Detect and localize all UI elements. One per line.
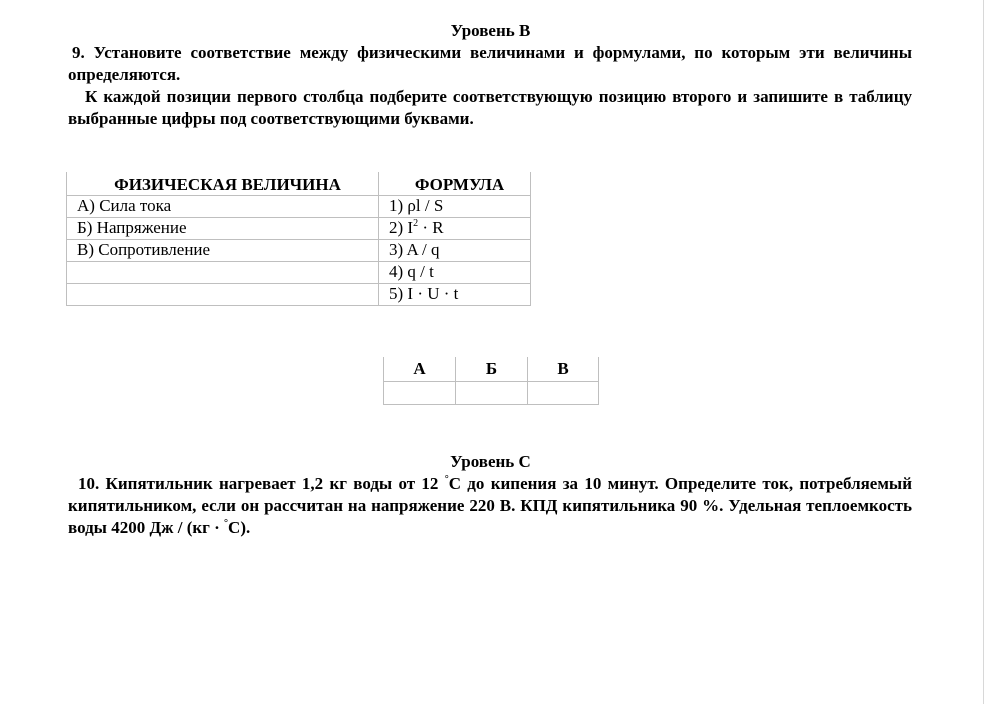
degree-sign: ° — [444, 474, 449, 485]
quantity-cell — [67, 283, 379, 305]
table-row — [67, 239, 531, 261]
table-row — [67, 283, 531, 305]
formula-exponent: 2 — [413, 218, 419, 229]
answer-cell-b — [456, 382, 528, 405]
task-10-text — [68, 473, 912, 539]
matching-table — [66, 172, 531, 306]
task-9-question: 9. Установите соответствие между физическими величинами и формулами, по которым эти величины определяются. — [68, 43, 912, 84]
quantity-cell: В) Сопротивление — [67, 239, 379, 261]
formula-cell: 1) ρl / S — [379, 195, 531, 217]
answer-cell-v — [528, 382, 599, 405]
formula-rest: · R — [418, 218, 444, 237]
level-c-heading: Уровень С — [450, 452, 531, 471]
task-9-text — [68, 42, 912, 130]
task-9-instruction: К каждой позиции первого столбца подберите соответствующую позицию второго и запишите в таблицу выбранные цифры под соответствующими буквами. — [68, 87, 912, 128]
formula-base: 2) I — [389, 218, 414, 237]
answer-cell-a — [384, 382, 456, 405]
answer-header-v: В — [528, 357, 599, 382]
task-10-problem: 10. Кипятильник нагревает 1,2 кг воды от 12 °С до кипения за 10 минут. Определите ток, потребляемый кипятильником, если он рассчитан на напряжение 220 В. КПД кипятильника 90 %. Удельная теплоемкость воды 4200 Дж / (кг · °С). — [68, 474, 912, 537]
formula-cell — [379, 217, 531, 239]
formula-cell: 4) q / t — [379, 261, 531, 283]
formula-cell: 5) I · U · t — [379, 283, 531, 305]
table-row — [67, 217, 531, 239]
level-b-heading: Уровень В — [450, 21, 531, 40]
quantity-cell: А) Сила тока — [67, 195, 379, 217]
table-row — [67, 195, 531, 217]
header-formula: ФОРМУЛА — [379, 172, 531, 195]
answer-header-a: А — [384, 357, 456, 382]
answer-header-b: Б — [456, 357, 528, 382]
quantity-cell: Б) Напряжение — [67, 217, 379, 239]
degree-sign: ° — [224, 518, 229, 529]
table-row — [67, 261, 531, 283]
formula-cell: 3) A / q — [379, 239, 531, 261]
quantity-cell — [67, 261, 379, 283]
page-edge — [983, 0, 984, 704]
header-quantity: ФИЗИЧЕСКАЯ ВЕЛИЧИНА — [67, 172, 379, 195]
answer-table — [383, 357, 599, 405]
